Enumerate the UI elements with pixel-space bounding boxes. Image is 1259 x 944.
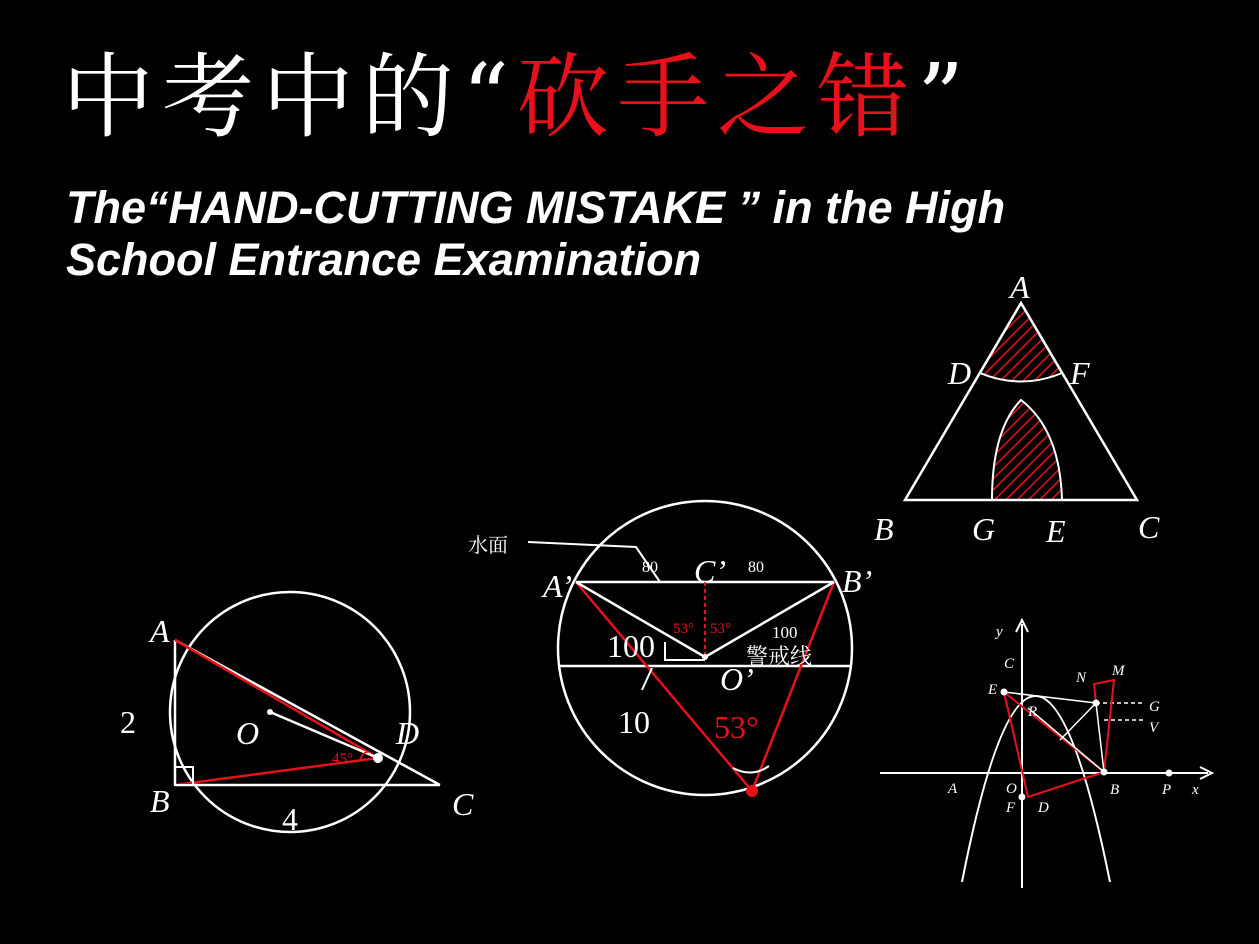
- label-a: A: [948, 781, 958, 797]
- value-10: 10: [618, 704, 650, 740]
- water-circle-figure: [468, 501, 872, 797]
- angle-arc-53-big: [733, 766, 769, 773]
- label-o: O: [1006, 781, 1017, 797]
- label-e: E: [1046, 513, 1066, 549]
- label-f: F: [1070, 355, 1090, 391]
- white-e-n: [1004, 692, 1096, 703]
- parabola-curve: [962, 696, 1110, 882]
- parabola-figure: [880, 620, 1212, 888]
- label-a-prime: A’: [543, 568, 573, 604]
- value-2: 2: [120, 704, 136, 740]
- small-angle-left: 53°: [673, 621, 694, 637]
- label-c: C: [452, 786, 474, 822]
- point-bottom-red: [746, 785, 758, 797]
- label-a: A: [1010, 269, 1030, 305]
- segment-ad-red: [175, 640, 378, 758]
- label-n: N: [1076, 670, 1087, 686]
- point-e: [1001, 689, 1008, 696]
- label-g: G: [972, 511, 996, 547]
- point-o-prime: [702, 654, 708, 660]
- title-close-quote: ”: [917, 44, 973, 151]
- label-c: C: [1138, 509, 1160, 545]
- water-label: 水面: [468, 533, 508, 557]
- label-v: V: [1149, 720, 1159, 736]
- hatched-region-top: [980, 303, 1062, 382]
- red-quad-nm: [1094, 680, 1114, 772]
- value-100-right: 100: [772, 623, 798, 642]
- label-d: D: [948, 355, 972, 391]
- title-open-quote: “: [462, 44, 518, 151]
- triangle-figure: [874, 269, 1160, 549]
- label-r: R: [1028, 704, 1038, 720]
- label-c: C: [1004, 656, 1015, 672]
- label-o-prime: O’: [720, 661, 754, 697]
- label-b-prime: B’: [842, 563, 873, 599]
- segment-b-c-red: [752, 582, 834, 791]
- label-e: E: [988, 682, 998, 698]
- label-b: B: [874, 511, 894, 547]
- big-angle-label: 53°: [714, 709, 759, 745]
- white-r-b: [1028, 708, 1104, 772]
- label-o: O: [236, 715, 260, 751]
- point-d: [373, 753, 383, 763]
- white-diag: [1060, 703, 1096, 740]
- point-p: [1166, 770, 1173, 777]
- label-m: M: [1112, 663, 1125, 679]
- small-angle-right: 53°: [710, 621, 731, 637]
- point-n: [1093, 700, 1100, 707]
- tick-10: [642, 668, 652, 690]
- title-part1: 中考中的: [62, 44, 463, 151]
- label-d: D: [396, 715, 420, 751]
- axis-y-label: y: [996, 624, 1003, 640]
- circle-o: [170, 592, 410, 832]
- hatched-region-bottom: [992, 400, 1062, 500]
- segment-od: [270, 712, 378, 758]
- warning-label: 警戒线: [746, 645, 813, 670]
- title-highlight: 砍手之错: [517, 44, 918, 151]
- point-f: [1019, 794, 1026, 801]
- label-b: B: [1110, 782, 1120, 798]
- label-a: A: [150, 613, 170, 649]
- value-100-left: 100: [607, 628, 655, 664]
- point-o: [267, 709, 273, 715]
- label-p: P: [1162, 782, 1172, 798]
- label-g: G: [1149, 699, 1160, 715]
- white-n-b: [1096, 703, 1104, 772]
- point-b: [1101, 769, 1108, 776]
- circle-triangle-figure: [120, 592, 474, 837]
- subtitle-line1: The“HAND-CUTTING MISTAKE ” in the High: [66, 182, 1006, 233]
- subtitle-line2: School Entrance Examination: [66, 234, 702, 285]
- axis-x-label: x: [1192, 782, 1199, 798]
- label-f: F: [1006, 800, 1016, 816]
- value-4: 4: [282, 801, 298, 837]
- label-c-prime: C’: [694, 553, 726, 589]
- label-d: D: [1038, 800, 1049, 816]
- label-b: B: [150, 783, 170, 819]
- value-80-left: 80: [642, 559, 658, 576]
- value-80-right: 80: [748, 559, 764, 576]
- angle-45-label: 45°: [332, 751, 353, 767]
